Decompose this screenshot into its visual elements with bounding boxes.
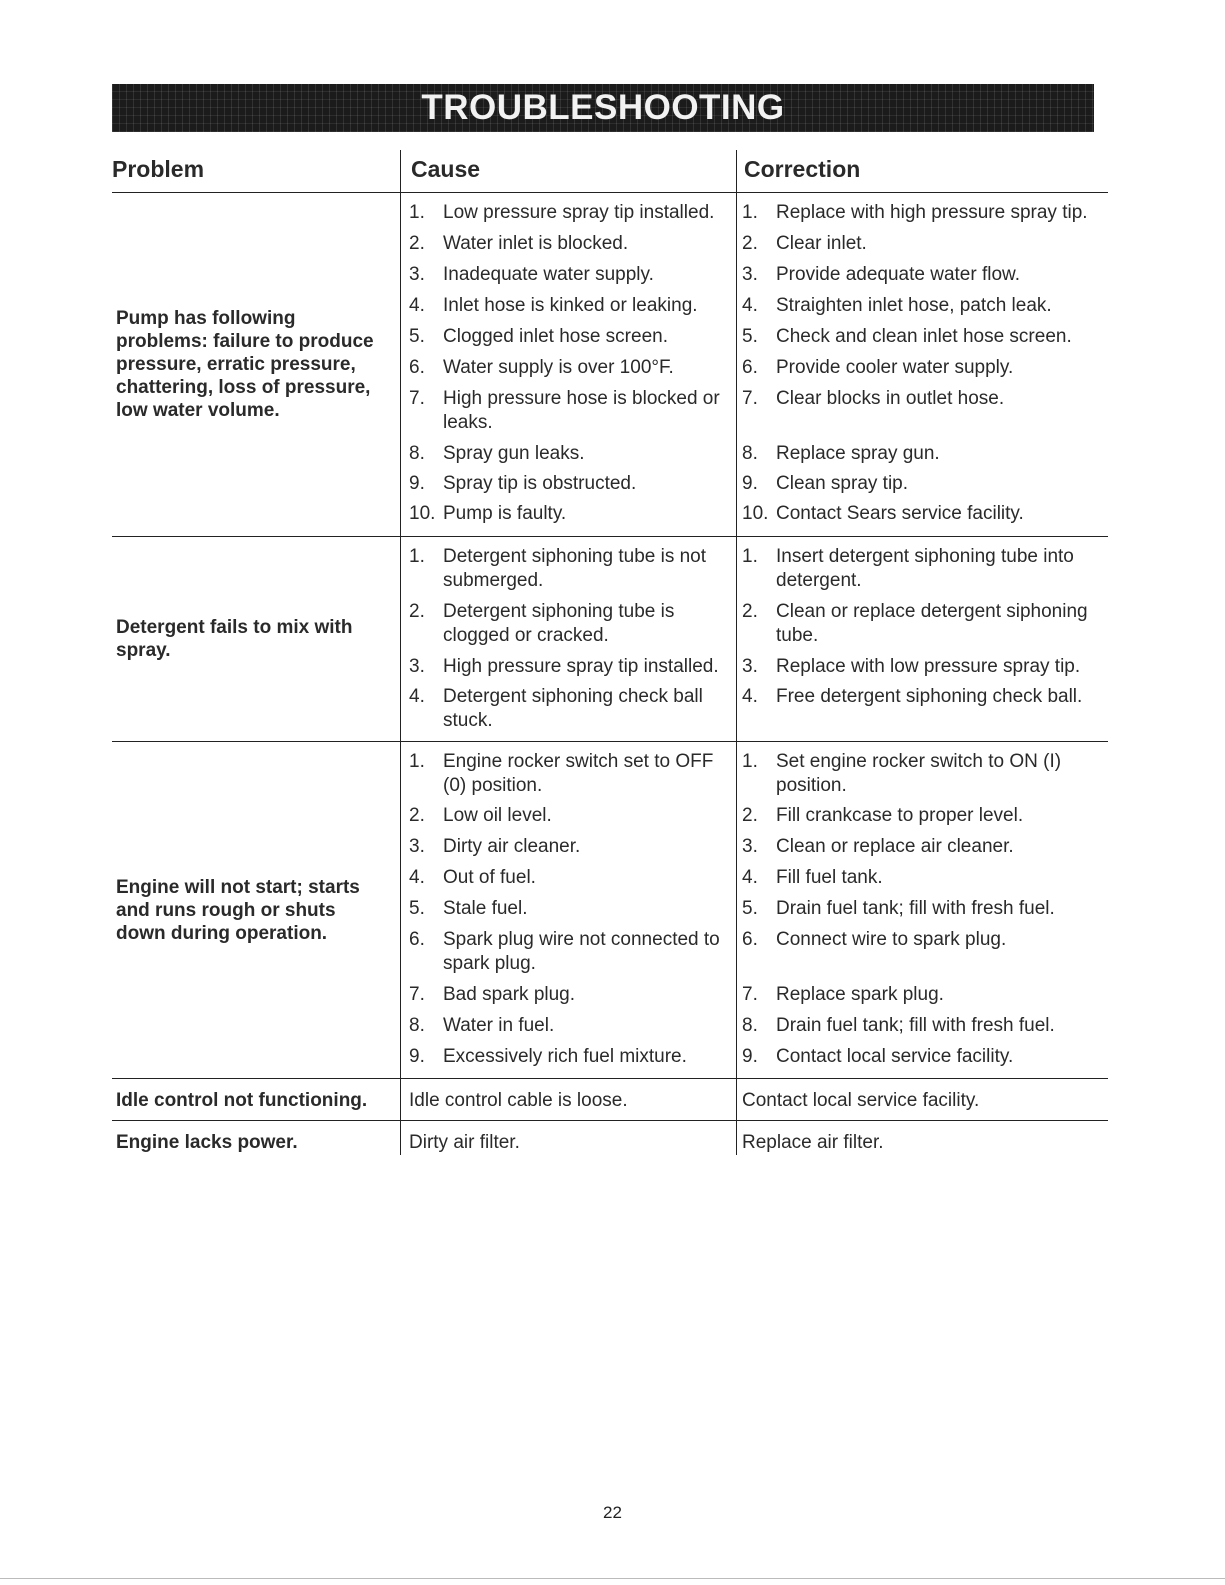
item-number: 4. xyxy=(409,686,425,707)
cause-text: Detergent siphoning tube is clogged or cracked. xyxy=(443,601,675,646)
item-number: 6. xyxy=(742,929,758,950)
problem-text: Detergent fails to mix with spray. xyxy=(116,617,353,661)
correction-text: Contact local service facility. xyxy=(742,1090,980,1111)
item-number: 9. xyxy=(742,473,758,494)
item-number: 1. xyxy=(742,751,758,772)
correction-text: Replace with low pressure spray tip. xyxy=(776,656,1081,677)
correction-text: Connect wire to spark plug. xyxy=(776,929,1007,950)
item-number: 5. xyxy=(409,898,425,919)
cause-text: Spray gun leaks. xyxy=(443,443,585,464)
cause-text: High pressure hose is blocked or leaks. xyxy=(443,388,720,433)
item-number: 7. xyxy=(742,984,758,1005)
table-section-engine-power xyxy=(112,1121,1108,1162)
correction-text: Fill fuel tank. xyxy=(776,867,883,888)
table-section-engine xyxy=(112,742,1108,1079)
table-header xyxy=(112,150,1108,193)
cause-text: Idle control cable is loose. xyxy=(409,1090,628,1111)
table-section-detergent xyxy=(112,537,1108,742)
cause-text: Water supply is over 100°F. xyxy=(443,357,674,378)
item-number: 2. xyxy=(409,805,425,826)
item-number: 4. xyxy=(742,867,758,888)
item-number: 5. xyxy=(742,326,758,347)
item-number: 1. xyxy=(409,546,425,567)
correction-text: Check and clean inlet hose screen. xyxy=(776,326,1072,347)
header-problem: Problem xyxy=(112,156,205,182)
cause-text: Clogged inlet hose screen. xyxy=(443,326,668,347)
item-number: 1. xyxy=(742,546,758,567)
cause-text: Excessively rich fuel mixture. xyxy=(443,1046,687,1067)
cause-text: Engine rocker switch set to OFF (0) position. xyxy=(443,751,714,796)
item-number: 1. xyxy=(409,202,425,223)
problem-text: Idle control not functioning. xyxy=(116,1090,368,1111)
header-cause: Cause xyxy=(411,156,481,182)
item-number: 3. xyxy=(742,836,758,857)
correction-text: Provide adequate water flow. xyxy=(776,264,1020,285)
problem-text: Pump has following problems: failure to produce pressure, erratic pressure, chattering, loss of pressure, low water volume. xyxy=(116,308,374,421)
title-banner xyxy=(112,84,1094,132)
cause-text: Bad spark plug. xyxy=(443,984,576,1005)
item-number: 2. xyxy=(742,601,758,622)
item-number: 2. xyxy=(742,805,758,826)
correction-text: Replace spark plug. xyxy=(776,984,944,1005)
header-correction: Correction xyxy=(744,156,861,182)
item-number: 8. xyxy=(742,443,758,464)
problem-text: Engine will not start; starts and runs rough or shuts down during operation. xyxy=(116,876,360,944)
item-number: 2. xyxy=(409,601,425,622)
page-number: 22 xyxy=(603,1503,622,1522)
cause-text: Inlet hose is kinked or leaking. xyxy=(443,295,698,316)
item-number: 8. xyxy=(409,443,425,464)
correction-text: Clean or replace air cleaner. xyxy=(776,836,1014,857)
item-number: 8. xyxy=(742,1015,758,1036)
correction-text: Replace spray gun. xyxy=(776,443,940,464)
item-number: 4. xyxy=(409,295,425,316)
table-section-idle-control xyxy=(112,1079,1108,1121)
item-number: 2. xyxy=(742,233,758,254)
correction-text: Insert detergent siphoning tube into detergent. xyxy=(776,546,1074,591)
item-number: 6. xyxy=(409,929,425,950)
item-number: 7. xyxy=(409,388,425,409)
troubleshooting-table xyxy=(112,150,1108,1162)
cause-text: Stale fuel. xyxy=(443,898,528,919)
item-number: 9. xyxy=(409,1046,425,1067)
cause-text: Low pressure spray tip installed. xyxy=(443,202,715,223)
cause-text: Low oil level. xyxy=(443,805,552,826)
item-number: 1. xyxy=(742,202,758,223)
item-number: 3. xyxy=(409,264,425,285)
item-number: 4. xyxy=(742,295,758,316)
correction-text: Contact local service facility. xyxy=(776,1046,1014,1067)
correction-text: Straighten inlet hose, patch leak. xyxy=(776,295,1052,316)
item-number: 4. xyxy=(409,867,425,888)
correction-text: Replace with high pressure spray tip. xyxy=(776,202,1088,223)
cause-text: Dirty air cleaner. xyxy=(443,836,581,857)
correction-text: Free detergent siphoning check ball. xyxy=(776,686,1083,707)
item-number: 8. xyxy=(409,1015,425,1036)
cause-text: Water in fuel. xyxy=(443,1015,555,1036)
correction-text: Contact Sears service facility. xyxy=(776,503,1024,524)
correction-text: Set engine rocker switch to ON (I) position. xyxy=(776,751,1062,796)
item-number: 5. xyxy=(409,326,425,347)
cause-text: Detergent siphoning check ball stuck. xyxy=(443,686,703,731)
item-number: 10. xyxy=(409,503,436,524)
item-number: 7. xyxy=(742,388,758,409)
item-number: 6. xyxy=(409,357,425,378)
cause-text: Spark plug wire not connected to spark plug. xyxy=(443,929,720,974)
item-number: 2. xyxy=(409,233,425,254)
cause-text: High pressure spray tip installed. xyxy=(443,656,719,677)
cause-text: Water inlet is blocked. xyxy=(443,233,629,254)
bottom-rule xyxy=(0,1578,1225,1579)
item-number: 5. xyxy=(742,898,758,919)
cause-text: Out of fuel. xyxy=(443,867,536,888)
item-number: 3. xyxy=(409,836,425,857)
correction-text: Fill crankcase to proper level. xyxy=(776,805,1024,826)
cause-text: Inadequate water supply. xyxy=(443,264,654,285)
cause-text: Dirty air filter. xyxy=(409,1132,520,1153)
cause-text: Pump is faulty. xyxy=(443,503,567,524)
item-number: 3. xyxy=(409,656,425,677)
item-number: 4. xyxy=(742,686,758,707)
item-number: 7. xyxy=(409,984,425,1005)
item-number: 9. xyxy=(409,473,425,494)
cause-text: Spray tip is obstructed. xyxy=(443,473,637,494)
item-number: 9. xyxy=(742,1046,758,1067)
problem-text: Engine lacks power. xyxy=(116,1132,298,1153)
correction-text: Clear blocks in outlet hose. xyxy=(776,388,1005,409)
correction-text: Drain fuel tank; fill with fresh fuel. xyxy=(776,1015,1055,1036)
correction-text: Clean or replace detergent siphoning tube. xyxy=(776,601,1088,646)
cause-text: Detergent siphoning tube is not submerged. xyxy=(443,546,707,591)
item-number: 10. xyxy=(742,503,769,524)
correction-text: Replace air filter. xyxy=(742,1132,884,1153)
correction-text: Provide cooler water supply. xyxy=(776,357,1014,378)
item-number: 3. xyxy=(742,264,758,285)
item-number: 3. xyxy=(742,656,758,677)
item-number: 6. xyxy=(742,357,758,378)
item-number: 1. xyxy=(409,751,425,772)
correction-text: Clear inlet. xyxy=(776,233,867,254)
page-title: TROUBLESHOOTING xyxy=(421,88,785,127)
table-section-pump xyxy=(112,193,1108,537)
correction-text: Drain fuel tank; fill with fresh fuel. xyxy=(776,898,1055,919)
correction-text: Clean spray tip. xyxy=(776,473,909,494)
